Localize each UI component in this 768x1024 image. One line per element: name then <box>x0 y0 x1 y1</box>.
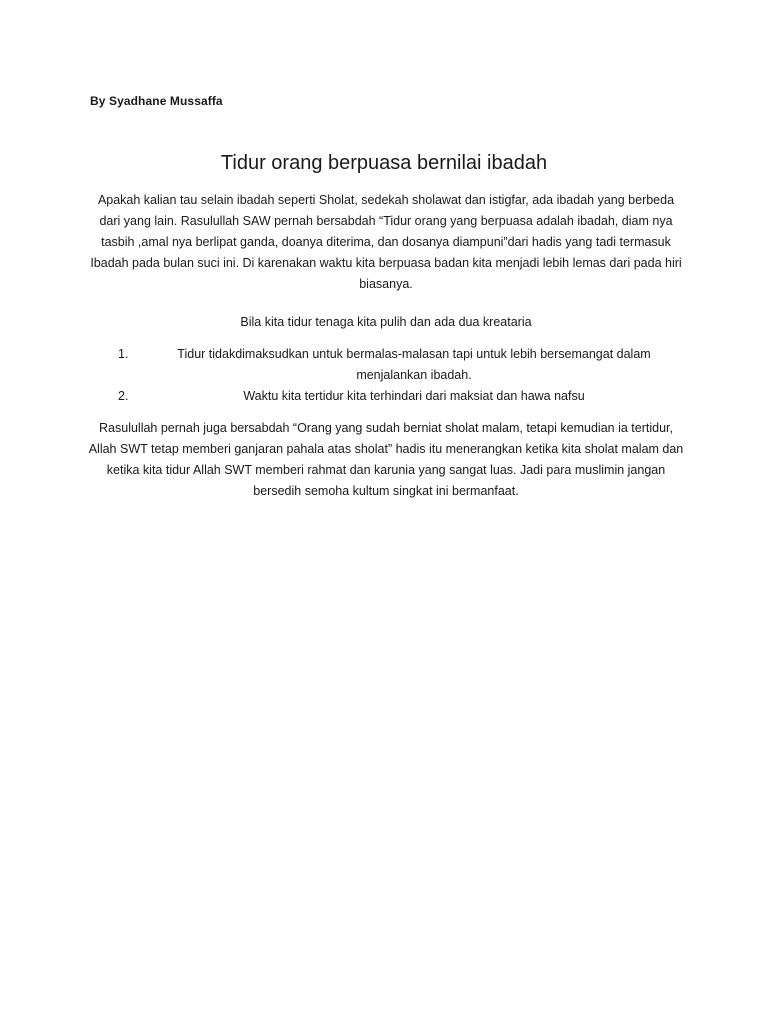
list-item-text: Waktu kita tertidur kita terhindari dari maksiat dan hawa nafsu <box>243 389 585 403</box>
author-line: By Syadhane Mussaffa <box>90 94 223 108</box>
list-item <box>118 386 684 407</box>
criteria-list <box>118 344 684 407</box>
paragraph-closing: Rasulullah pernah juga bersabdah “Orang yang sudah berniat sholat malam, tetapi kemudian ia tertidur, Allah SWT tetap memberi ganjaran pahala atas sholat” hadis itu menerangkan ketika kita sholat malam dan ketika kita tidur Allah SWT memberi rahmat dan karunia yang sangat luas. Jadi para muslimin jangan bersedih semoha kultum singkat ini bermanfaat. <box>88 421 684 498</box>
list-item-text: Tidur tidakdimaksudkan untuk bermalas-malasan tapi untuk lebih bersemangat dalam menjalankan ibadah. <box>177 347 651 382</box>
paragraph-intro: Apakah kalian tau selain ibadah seperti Sholat, sedekah sholawat dan istigfar, ada ibadah yang berbeda dari yang lain. Rasulullah SAW pernah bersabdah “Tidur orang yang berpuasa adalah ibadah, diam nya tasbih ,amal nya berlipat ganda, doanya diterima, dan dosanya diampuni”dari hadis yang tadi termasuk Ibadah pada bulan suci ini. Di karenakan waktu kita berpuasa badan kita menjadi lebih lemas dari pada hiri biasanya. <box>90 193 682 291</box>
document-title: Tidur orang berpuasa bernilai ibadah <box>220 152 548 174</box>
paragraph-criteria-intro: Bila kita tidur tenaga kita pulih dan ada dua kreataria <box>240 315 532 329</box>
list-item-number: 1. <box>118 347 129 361</box>
list-item <box>118 344 684 386</box>
list-item-number: 2. <box>118 389 129 403</box>
